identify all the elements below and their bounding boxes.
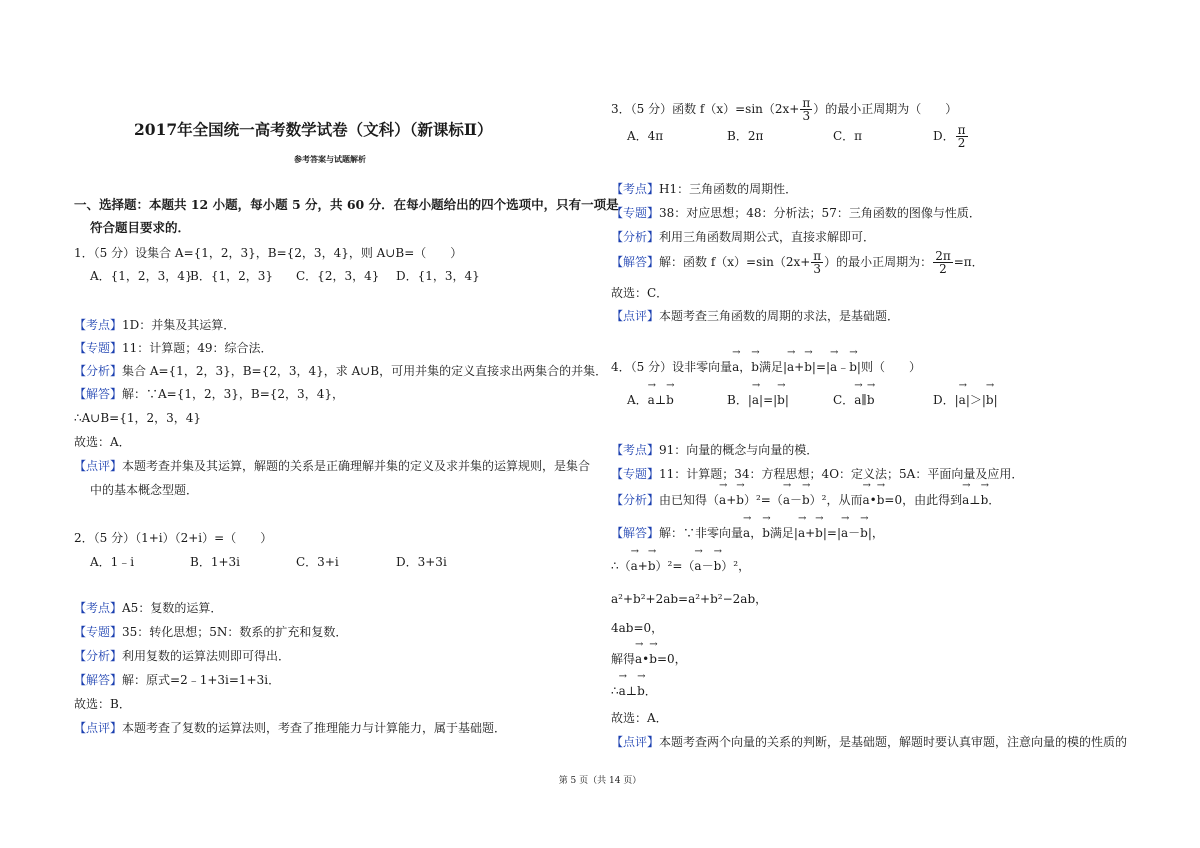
q2-dianping: 【点评】本题考查了复数的运算法则，考查了推理能力与计算能力，属于基础题．	[74, 721, 507, 735]
page-title: 2017年全国统一高考数学试卷（文科）（新课标Ⅱ）	[134, 120, 493, 139]
jieda-tag: 【解答】	[611, 526, 660, 540]
q2-option-c: C．3+i	[296, 555, 339, 569]
section-heading-line1: 一、选择题：本题共 12 小题，每小题 5 分，共 60 分．在每小题给出的四个选项中，只有一项是	[74, 197, 619, 212]
q2-jieda: 【解答】解：原式=2﹣1+3i=1+3i．	[74, 673, 281, 687]
fraction-pi-over-3: $\frac{\pi}{3}$	[813, 249, 822, 276]
zhuanti-tag: 【专题】	[74, 625, 123, 639]
q4-kaodian: 【考点】91：向量的概念与向量的模．	[611, 443, 819, 457]
q4-dianping: 【点评】本题考查两个向量的关系的判断，是基础题，解题时要认真审题，注意向量的模的性质的	[611, 735, 1128, 749]
dianping-tag: 【点评】	[611, 309, 660, 323]
q3-option-a: A．4π	[627, 129, 664, 143]
fraction-pi-over-3: $\frac{\pi}{3}$	[802, 96, 811, 123]
fenxi-tag: 【分析】	[74, 649, 123, 663]
fraction-pi-over-2: $\frac{\pi}{2}$	[957, 123, 966, 150]
q1-fenxi: 【分析】集合 A={1，2，3}，B={2，3，4}，求 A∪B，可用并集的定义直接求出两集合的并集．	[74, 364, 608, 378]
q1-option-b: B．{1，2，3}	[190, 269, 273, 283]
q4-jieda-line3: a²+b²+2ab=a²+b²−2ab，	[611, 592, 768, 606]
fraction-2pi-over-2: $\frac{2\pi}{2}$	[935, 249, 951, 276]
dianping-tag: 【点评】	[74, 459, 123, 473]
q2-kaodian: 【考点】A5：复数的运算．	[74, 601, 223, 615]
q1-option-c: C．{2，3，4}	[296, 269, 380, 283]
jieda-tag: 【解答】	[611, 255, 660, 269]
q4-jieda-line2: ∴（→ a+→ b）²=（→ a－→ b）²，	[611, 558, 750, 574]
q4-stem: 4．（5 分）设非零向量→ a，→ b满足|→ a+→ b|=|→ a﹣→ b|则（ ）	[611, 359, 921, 375]
q1-zhuanti: 【专题】11：计算题；49：综合法．	[74, 341, 273, 355]
q1-jieda-line2: ∴A∪B={1，2，3，4}	[74, 411, 202, 425]
q3-fenxi: 【分析】利用三角函数周期公式，直接求解即可．	[611, 230, 876, 244]
fenxi-tag: 【分析】	[611, 493, 660, 507]
dianping-tag: 【点评】	[611, 735, 660, 749]
q4-jieda-line6: ∴→ a⊥→ b．	[611, 683, 657, 699]
q2-option-d: D．3+3i	[396, 555, 447, 569]
jieda-tag: 【解答】	[74, 387, 123, 401]
q4-option-a: A．→ a⊥→ b	[627, 392, 674, 408]
q2-answer: 故选：B．	[74, 697, 131, 711]
q2-fenxi: 【分析】利用复数的运算法则即可得出．	[74, 649, 291, 663]
kaodian-tag: 【考点】	[611, 443, 660, 457]
q1-jieda: 【解答】解：∵A={1，2，3}，B={2，3，4}，	[74, 387, 344, 401]
vector-a: → a	[732, 359, 739, 375]
q1-dianping-line2: 中的基本概念型题．	[90, 483, 199, 497]
section-heading-line2: 符合题目要求的．	[90, 220, 191, 235]
q4-jieda-line5: 解得→ a•→ b=0，	[611, 651, 687, 667]
q1-option-d: D．{1，3，4}	[396, 269, 480, 283]
q2-zhuanti: 【专题】35：转化思想；5N：数系的扩充和复数．	[74, 625, 348, 639]
q4-option-c: C．→ a∥→ b	[833, 392, 875, 408]
page-subtitle: 参考答案与试题解析	[294, 154, 366, 164]
q1-option-a: A．{1，2，3，4}	[90, 269, 193, 283]
q3-option-b: B．2π	[727, 129, 764, 143]
q4-option-b: B．|→ a|=|→ b|	[727, 392, 789, 408]
fenxi-tag: 【分析】	[74, 364, 123, 378]
kaodian-tag: 【考点】	[74, 601, 123, 615]
page-footer: 第 5 页（共 14 页）	[558, 776, 642, 786]
q1-answer: 故选：A．	[74, 435, 131, 449]
q2-stem: 2．（5 分）（1+i）（2+i）=（ ）	[74, 531, 273, 545]
q1-kaodian: 【考点】1D：并集及其运算．	[74, 318, 236, 332]
q4-option-d: D．|→ a|＞|→ b|	[933, 392, 998, 408]
kaodian-tag: 【考点】	[74, 318, 123, 332]
zhuanti-tag: 【专题】	[611, 206, 660, 220]
fenxi-tag: 【分析】	[611, 230, 660, 244]
q3-dianping: 【点评】本题考查三角函数的周期的求法，是基础题．	[611, 309, 900, 323]
q4-jieda-line4: 4ab=0，	[611, 621, 664, 635]
zhuanti-tag: 【专题】	[611, 467, 660, 481]
q1-stem: 1．（5 分）设集合 A={1，2，3}，B={2，3，4}，则 A∪B=（ ）	[74, 246, 463, 260]
q3-zhuanti: 【专题】38：对应思想；48：分析法；57：三角函数的图像与性质．	[611, 206, 981, 220]
q3-stem: 3．（5 分）函数 f（x）=sin（2x+ $\frac{\pi}{3}$ ）的最小正周期为（ ）	[611, 96, 958, 123]
q2-option-b: B．1+3i	[190, 555, 240, 569]
zhuanti-tag: 【专题】	[74, 341, 123, 355]
vector-b: → b	[751, 359, 759, 375]
dianping-tag: 【点评】	[74, 721, 123, 735]
q3-option-d: D． $\frac{\pi}{2}$	[933, 123, 966, 150]
kaodian-tag: 【考点】	[611, 182, 660, 196]
q4-jieda: 【解答】解：∵非零向量→ a，→ b满足|→ a+→ b|=|→ a－→ b|，	[611, 525, 884, 541]
q1-dianping: 【点评】本题考查并集及其运算，解题的关系是正确理解并集的定义及求并集的运算规则，是集合	[74, 459, 591, 473]
jieda-tag: 【解答】	[74, 673, 123, 687]
q4-zhuanti: 【专题】11：计算题；34：方程思想；4O：定义法；5A：平面向量及应用．	[611, 467, 1024, 481]
q3-jieda: 【解答】解：函数 f（x）=sin（2x+ $\frac{\pi}{3}$ ）的最小正周期为： $\frac{2\pi}{2}$ =π．	[611, 249, 984, 276]
q4-answer: 故选：A．	[611, 711, 668, 725]
q3-option-c: C．π	[833, 129, 863, 143]
q3-kaodian: 【考点】H1：三角函数的周期性．	[611, 182, 798, 196]
q4-fenxi: 【分析】由已知得（→ a+→ b）²=（→ a－→ b）²，从而→ a•→ b=0，由此得到→ a⊥→ b．	[611, 492, 1000, 508]
q2-option-a: A．1﹣i	[90, 555, 135, 569]
q3-answer: 故选：C．	[611, 286, 669, 300]
